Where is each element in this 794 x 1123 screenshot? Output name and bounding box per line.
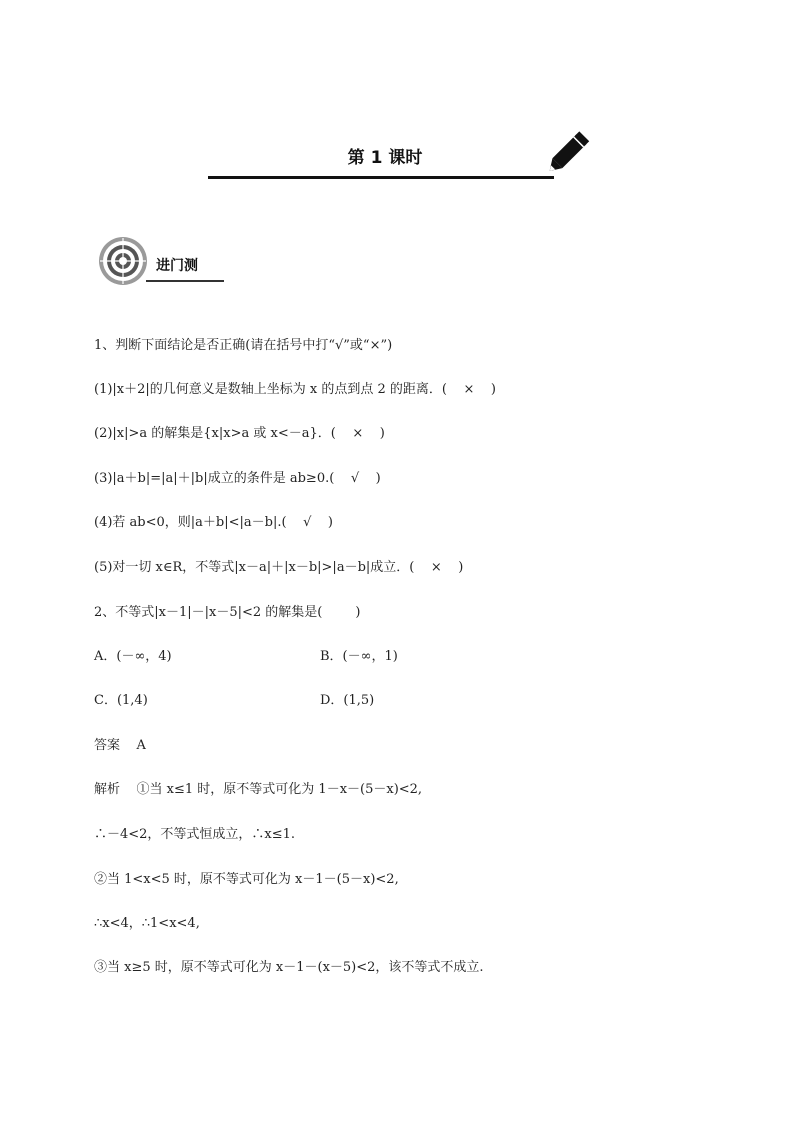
analysis-line-4: ∴x<4，∴1<x<4, [94, 916, 200, 931]
analysis-line-3: ②当 1<x<5 时，原不等式可化为 x－1－(5－x)<2, [94, 872, 399, 887]
question-2-stem: 2、不等式|x－1|－|x－5|<2 的解集是( ) [94, 605, 361, 620]
answer: 答案 A [94, 738, 146, 753]
option-c: C．(1,4) [94, 693, 148, 708]
option-d: D．(1,5) [320, 693, 375, 708]
page-title: 第 1 课时 [347, 148, 423, 168]
question-1-item-5: (5)对一切 x∈R，不等式|x－a|＋|x－b|>|a－b|成立．( × ) [94, 560, 464, 575]
question-1-item-1: (1)|x＋2|的几何意义是数轴上坐标为 x 的点到点 2 的距离．( × ) [94, 382, 497, 397]
option-a: A．(－∞，4) [94, 649, 172, 664]
title-underline [208, 176, 554, 179]
option-b: B．(－∞，1) [320, 649, 398, 664]
question-1-item-4: (4)若 ab<0，则|a＋b|<|a－b|.( √ ) [94, 515, 333, 530]
analysis-line-5: ③当 x≥5 时，原不等式可化为 x－1－(x－5)<2，该不等式不成立. [94, 960, 484, 975]
question-1-item-2: (2)|x|>a 的解集是{x|x>a 或 x<－a}．( × ) [94, 426, 385, 441]
target-icon [98, 236, 148, 286]
analysis-line-1: 解析 ①当 x≤1 时，原不等式可化为 1－x－(5－x)<2, [94, 782, 423, 797]
question-1-stem: 1、判断下面结论是否正确(请在括号中打“√”或“×”) [94, 338, 393, 353]
section-label: 进门测 [156, 258, 198, 274]
analysis-line-2: ∴－4<2，不等式恒成立，∴x≤1. [94, 827, 296, 842]
pencil-icon [540, 126, 596, 182]
question-1-item-3: (3)|a＋b|=|a|＋|b|成立的条件是 ab≥0.( √ ) [94, 471, 381, 486]
section-underline [146, 280, 224, 282]
section-header [98, 236, 228, 286]
